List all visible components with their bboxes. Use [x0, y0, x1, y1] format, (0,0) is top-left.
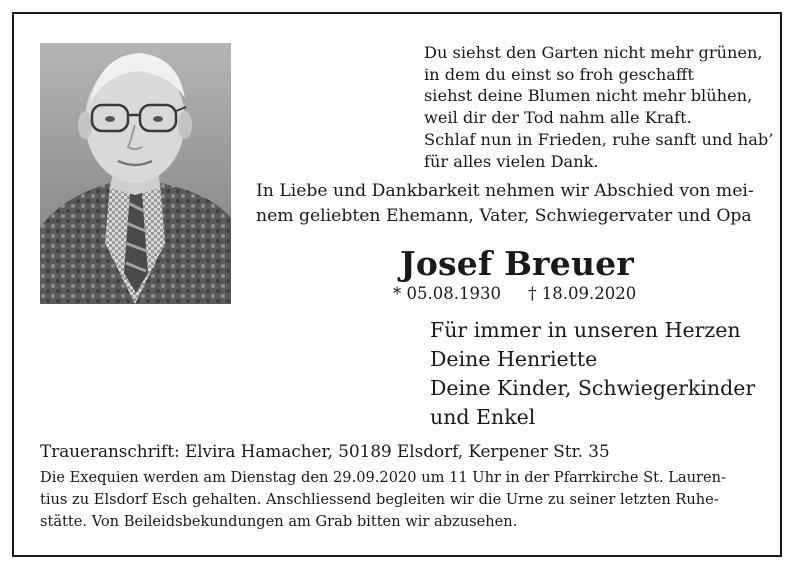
- poem-line: Schlaf nun in Frieden, ruhe sanft und hab’: [424, 129, 774, 149]
- mourner-line: Für immer in unseren Herzen: [430, 318, 741, 342]
- funeral-notice: [40, 467, 770, 533]
- poem-line: Du siehst den Garten nicht mehr grünen,: [424, 43, 763, 62]
- mourners: [430, 316, 755, 432]
- notice-line: tius zu Elsdorf Esch gehalten. Anschliessend begleiten wir die Urne zu seiner letzten Ruhe-: [40, 491, 719, 508]
- deceased-name: Josef Breuer: [400, 244, 634, 283]
- mourner-line: Deine Henriette: [430, 347, 598, 371]
- life-dates: [393, 283, 636, 305]
- notice-line: Die Exequien werden am Dienstag den 29.09.2020 um 11 Uhr in der Pfarrkirche St. Lauren-: [40, 469, 726, 486]
- poem-line: siehst deine Blumen nicht mehr blühen,: [424, 86, 753, 106]
- poem-line: weil dir der Tod nahm alle Kraft.: [424, 108, 692, 128]
- poem-line: für alles vielen Dank.: [424, 151, 599, 171]
- poem: [424, 42, 774, 172]
- intro-line: In Liebe und Dankbarkeit nehmen wir Abschied von mei-: [256, 181, 754, 201]
- mourner-line: und Enkel: [430, 405, 536, 429]
- poem-line: in dem du einst so froh geschafft: [424, 64, 694, 84]
- intro-line: nem geliebten Ehemann, Vater, Schwiegervater und Opa: [256, 206, 752, 226]
- birth-date: * 05.08.1930: [393, 284, 501, 303]
- death-date: † 18.09.2020: [528, 284, 637, 303]
- mourner-line: Deine Kinder, Schwiegerkinder: [430, 376, 756, 400]
- notice-line: stätte. Von Beileidsbekundungen am Grab bitten wir abzusehen.: [40, 513, 518, 530]
- farewell-intro: [256, 179, 776, 229]
- portrait-photo: [40, 43, 231, 304]
- portrait-illustration: [40, 43, 231, 304]
- mourning-address: Traueranschrift: Elvira Hamacher, 50189 Elsdorf, Kerpener Str. 35: [40, 441, 610, 461]
